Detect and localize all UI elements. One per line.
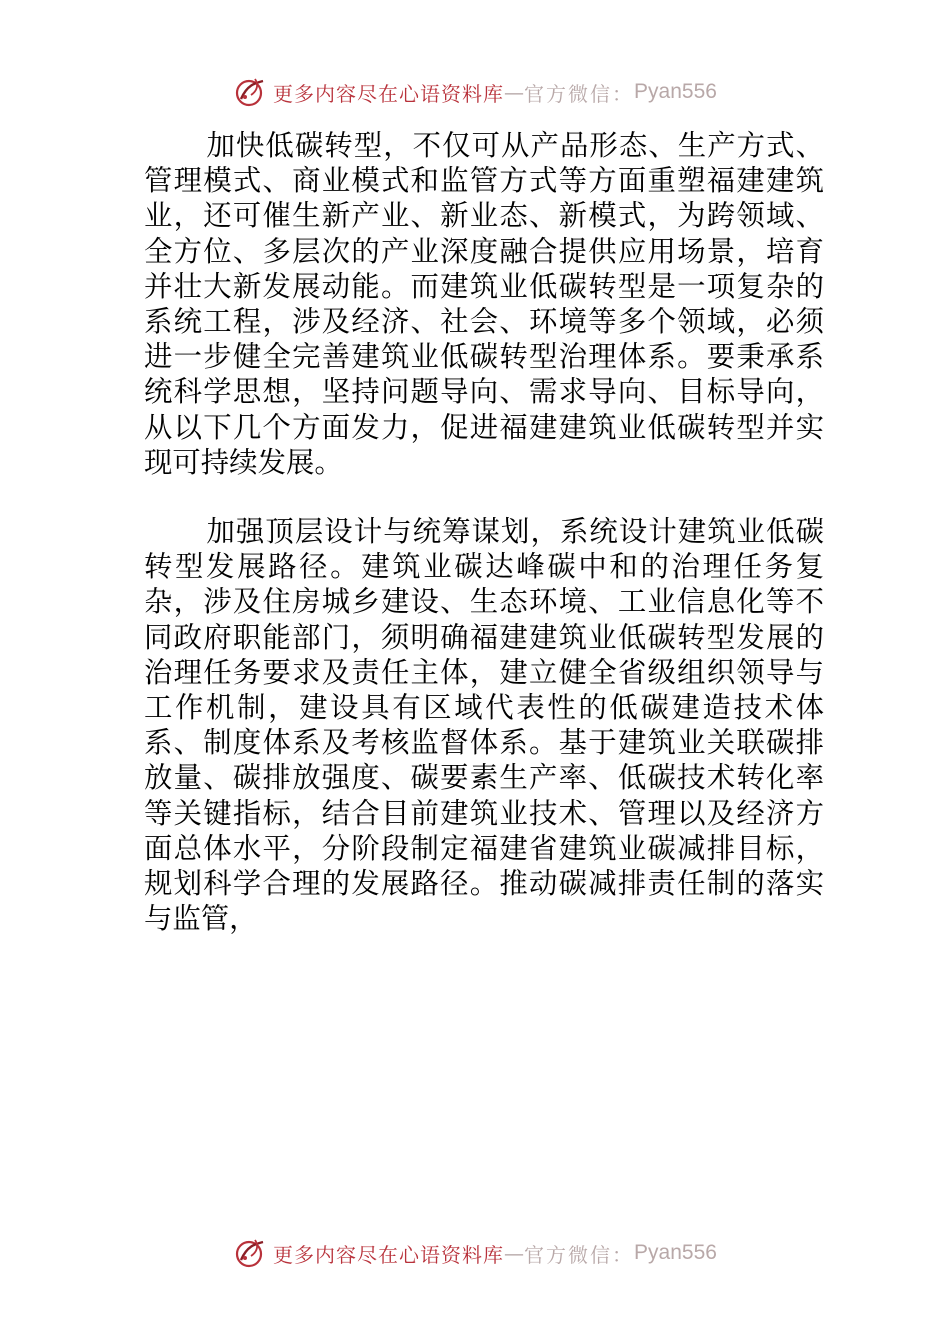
document-body [144, 128, 824, 970]
footer-banner [0, 1233, 950, 1273]
header-wechat-id: Pyan556 [634, 80, 717, 103]
footer-separator: — [504, 1241, 525, 1265]
paragraph-2: 加强顶层设计与统筹谋划，系统设计建筑业低碳转型发展路径。建筑业碳达峰碳中和的治理任务复杂，涉及住房城乡建设、生态环境、工业信息化等不同政府职能部门，须明确福建建筑业低碳转型发展的治理任务要求及责任主体，建立健全省级组织领导与工作机制，建设具有区域代表性的低碳建造技术体系、制度体系及考核监督体系。基于建筑业关联碳排放量、碳排放强度、碳要素生产率、低碳技术转化率等关键指标，结合目前建筑业技术、管理以及经济方面总体水平，分阶段制定福建省建筑业碳减排目标，规划科学合理的发展路径。推动碳减排责任制的落实与监管， [144, 515, 824, 936]
footer-wechat-label: 官方微信： [524, 1242, 635, 1267]
header-separator: — [504, 80, 525, 104]
header-wechat-label: 官方微信： [524, 81, 635, 106]
footer-wechat-id: Pyan556 [634, 1241, 717, 1264]
brand-logo-icon [233, 1236, 267, 1270]
header-banner [0, 72, 950, 112]
paragraph-1: 加快低碳转型，不仅可从产品形态、生产方式、管理模式、商业模式和监管方式等方面重塑福建建筑业，还可催生新产业、新业态、新模式，为跨领域、全方位、多层次的产业深度融合提供应用场景，培育并壮大新发展动能。而建筑业低碳转型是一项复杂的系统工程，涉及经济、社会、环境等多个领域，必须进一步健全完善建筑业低碳转型治理体系。要秉承系统科学思想，坚持问题导向、需求导向、目标导向，从以下几个方面发力，促进福建建筑业低碳转型并实现可持续发展。 [144, 129, 824, 479]
footer-brand-text: 更多内容尽在心语资料库 [273, 1242, 505, 1267]
header-brand-text: 更多内容尽在心语资料库 [273, 81, 505, 106]
brand-logo-icon [233, 75, 267, 109]
